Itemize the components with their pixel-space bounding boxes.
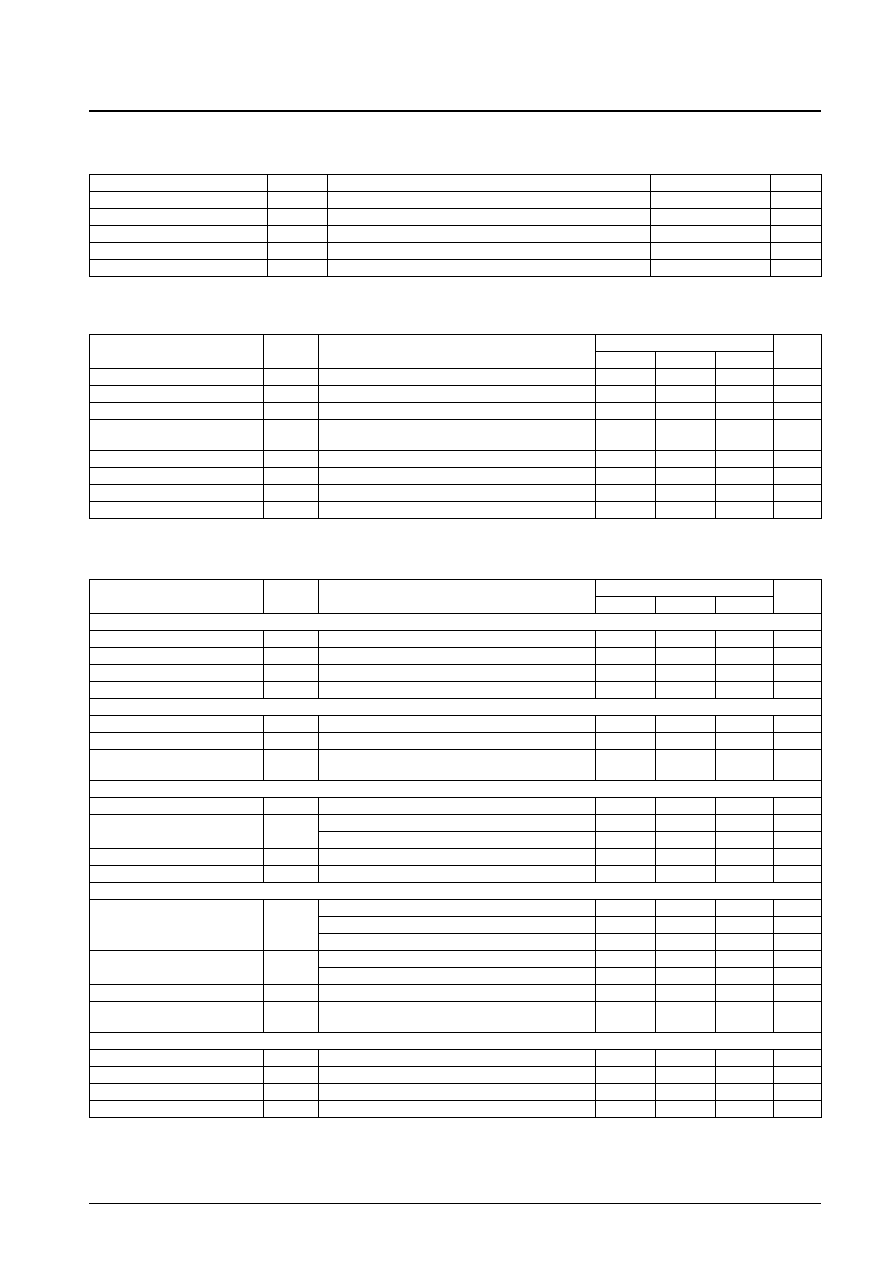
section-row [90, 883, 822, 900]
table-row [90, 733, 822, 750]
table-row [90, 243, 822, 260]
table-row [90, 1002, 822, 1033]
table-row [90, 260, 822, 277]
table-row [90, 900, 822, 917]
table-row [90, 1084, 822, 1101]
table-row [90, 648, 822, 665]
table-row [90, 403, 822, 420]
spec-table-3 [89, 579, 822, 1118]
table-row [90, 631, 822, 648]
table-header-row [90, 335, 822, 352]
table-row [90, 369, 822, 386]
table-row [90, 175, 822, 192]
table-row [90, 209, 822, 226]
table-row [90, 951, 822, 968]
table-row [90, 485, 822, 502]
table-row [90, 716, 822, 733]
table-row [90, 468, 822, 485]
table-row [90, 420, 822, 451]
table-row [90, 386, 822, 403]
table-row [90, 798, 822, 815]
section-row [90, 1033, 822, 1050]
header-rule [89, 110, 821, 112]
table-row [90, 502, 822, 519]
table-row [90, 451, 822, 468]
footer-rule [89, 1203, 821, 1204]
table-header-row [90, 580, 822, 597]
table-row [90, 682, 822, 699]
table-row [90, 750, 822, 781]
table-row [90, 192, 822, 209]
table-row [90, 849, 822, 866]
section-row [90, 699, 822, 716]
table-row [90, 1050, 822, 1067]
table-row [90, 226, 822, 243]
table-row [90, 1067, 822, 1084]
table-row [90, 665, 822, 682]
table-row [90, 1101, 822, 1118]
table-row [90, 985, 822, 1002]
section-row [90, 781, 822, 798]
spec-table-1 [89, 174, 822, 277]
section-row [90, 614, 822, 631]
table-row [90, 866, 822, 883]
table-row [90, 815, 822, 832]
spec-table-2 [89, 334, 822, 519]
